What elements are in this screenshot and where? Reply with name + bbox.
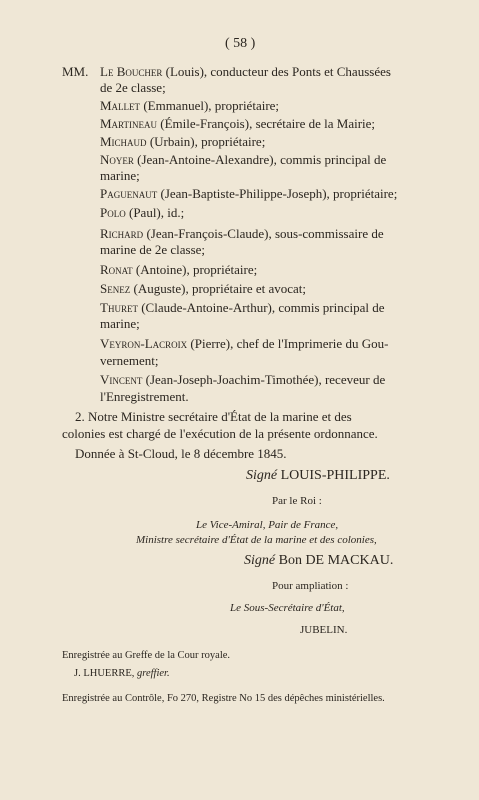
entry-text: (Jean-François-Claude), sous-commissaire de	[143, 226, 384, 241]
controle-registration: Enregistrée au Contrôle, Fo 270, Registre No 15 des dépêches ministérielles.	[62, 693, 385, 704]
entry-text: (Paul), id.;	[125, 205, 185, 220]
signe-label: Signé	[244, 553, 276, 568]
entry-name: Veyron-Lacroix	[100, 336, 188, 351]
entry-text: (Jean-Baptiste-Philippe-Joseph), propriétaire;	[157, 186, 398, 201]
par-le-roi: Par le Roi :	[272, 495, 322, 507]
minister-name: Bon DE MACKAU.	[278, 553, 394, 568]
entry-name: Noyer	[100, 152, 134, 167]
minister-signature	[244, 553, 393, 569]
article-2-line-2: colonies est chargé de l'exécution de la présente ordonnance.	[62, 426, 378, 441]
entry-text: (Claude-Antoine-Arthur), commis principal de	[137, 300, 385, 315]
entry-thuret	[100, 300, 385, 316]
entry-paguenaut	[100, 186, 397, 202]
greffe-registration: Enregistrée au Greffe de la Cour royale.	[62, 650, 231, 661]
greffier-name: J. LHUERRE,	[74, 668, 135, 679]
entry-continuation: l'Enregistrement.	[100, 389, 189, 404]
pour-ampliation: Pour ampliation :	[272, 580, 349, 592]
entry-continuation: marine;	[100, 316, 140, 331]
entry-text: (Auguste), propriétaire et avocat;	[130, 281, 307, 296]
entry-text: (Urbain), propriétaire;	[146, 134, 266, 149]
entry-name: Senez	[100, 281, 131, 296]
dated-line: Donnée à St-Cloud, le 8 décembre 1845.	[75, 446, 287, 461]
page-number: ( 58 )	[225, 36, 256, 51]
entry-text: (Pierre), chef de l'Imprimerie du Gou-	[187, 336, 389, 351]
entry-senez	[100, 281, 306, 297]
jubelin-signature: JUBELIN.	[300, 624, 348, 636]
entry-name: Richard	[100, 226, 144, 241]
entry-mallet	[100, 98, 279, 114]
list-prefix: MM.	[62, 64, 89, 79]
king-name: LOUIS-PHILIPPE.	[280, 468, 390, 483]
entry-text: (Émile-François), secrétaire de la Mairie;	[157, 116, 376, 131]
greffier-line	[74, 666, 170, 682]
article-2-line-1: 2. Notre Ministre secrétaire d'État de la marine et des	[75, 409, 352, 424]
signe-label: Signé	[246, 468, 278, 483]
entry-text: (Jean-Joseph-Joachim-Timothée), receveur de	[142, 372, 386, 387]
entry-ronat	[100, 262, 257, 278]
greffier-title: greffier.	[137, 668, 170, 679]
entry-text: (Louis), conducteur des Ponts et Chaussées	[162, 64, 391, 79]
entry-noyer	[100, 152, 386, 168]
entry-name: Le Boucher	[100, 64, 163, 79]
minister-title-2: Ministre secrétaire d'État de la marine et des colonies,	[136, 534, 377, 546]
entry-continuation: de 2e classe;	[100, 80, 166, 95]
entry-martineau	[100, 116, 375, 132]
entry-veyron-lacroix	[100, 336, 388, 352]
entry-name: Paguenaut	[100, 186, 158, 201]
entry-text: (Emmanuel), propriétaire;	[140, 98, 280, 113]
entry-name: Polo	[100, 205, 126, 220]
entry-continuation: marine;	[100, 168, 140, 183]
entry-name: Martineau	[100, 116, 158, 131]
entry-richard	[100, 226, 384, 242]
king-signature	[246, 468, 390, 484]
entry-text: (Jean-Antoine-Alexandre), commis principal de	[133, 152, 387, 167]
entry-name: Vincent	[100, 372, 143, 387]
minister-title-1: Le Vice-Amiral, Pair de France,	[196, 519, 339, 531]
entry-le-boucher	[100, 64, 391, 80]
entry-name: Michaud	[100, 134, 147, 149]
entry-polo	[100, 205, 184, 221]
sous-secretaire-title: Le Sous-Secrétaire d'État,	[230, 602, 345, 614]
entry-michaud	[100, 134, 265, 150]
entry-name: Mallet	[100, 98, 141, 113]
entry-name: Ronat	[100, 262, 133, 277]
entry-text: (Antoine), propriétaire;	[132, 262, 258, 277]
entry-name: Thuret	[100, 300, 138, 315]
entry-continuation: vernement;	[100, 353, 159, 368]
entry-vincent	[100, 372, 385, 388]
entry-continuation: marine de 2e classe;	[100, 242, 206, 257]
